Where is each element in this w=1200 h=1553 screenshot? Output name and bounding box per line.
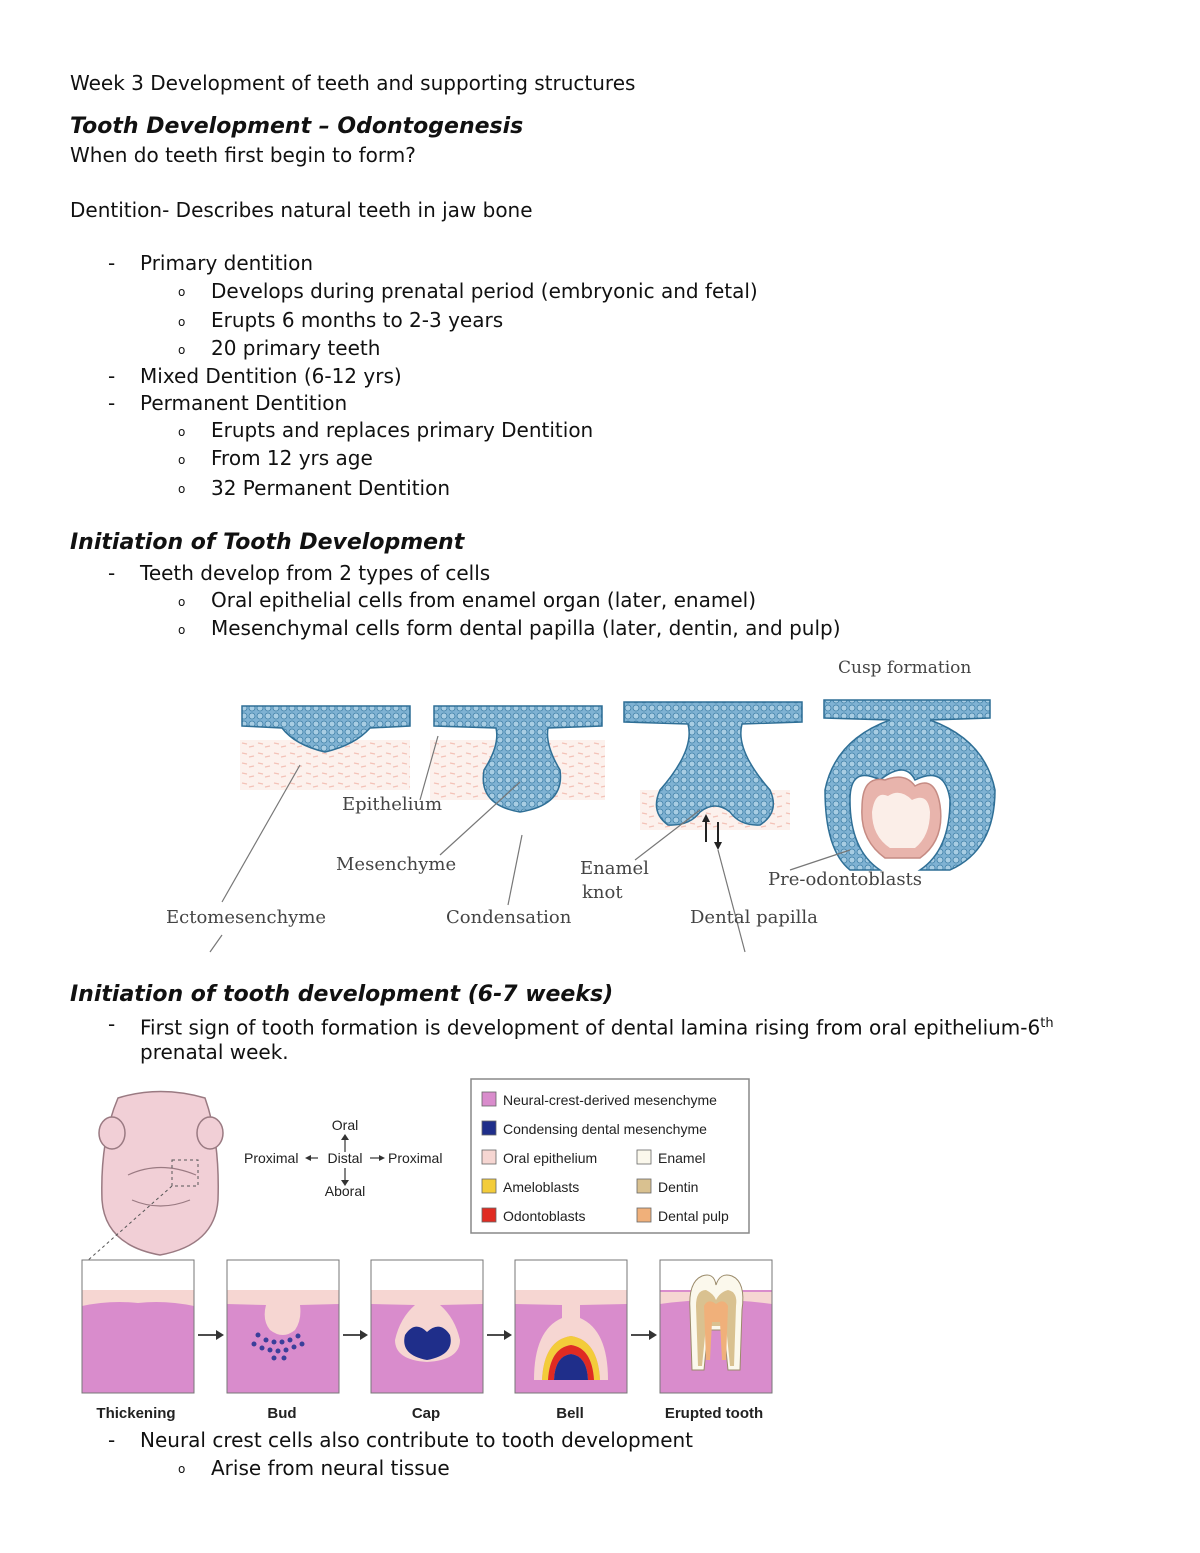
leader-line [508, 835, 522, 905]
leader-line [718, 850, 745, 952]
sub-item: Erupts 6 months to 2-3 years [211, 308, 504, 332]
dash-bullet: - [108, 1428, 116, 1452]
section-heading-initiation: Initiation of Tooth Development [70, 530, 465, 555]
dash-bullet: - [108, 391, 116, 415]
list-item-permanent: Permanent Dentition [140, 391, 348, 415]
legend-label: Odontoblasts [503, 1208, 586, 1224]
circle-bullet: o [178, 315, 186, 329]
legend-swatch [482, 1121, 496, 1135]
dash-bullet: - [108, 561, 116, 585]
legend-swatch [482, 1150, 496, 1164]
legend-label: Dentin [658, 1179, 699, 1195]
stage-panel-cap [371, 1260, 483, 1393]
list-item-dental-lamina-continued: prenatal week. [140, 1040, 289, 1064]
legend-swatch [482, 1092, 496, 1106]
axis-proximal-left: Proximal [244, 1150, 299, 1166]
axis-distal: Distal [327, 1150, 363, 1166]
section-heading-odontogenesis: Tooth Development – Odontogenesis [70, 114, 524, 139]
tooth-development-illustration [160, 655, 1020, 955]
label-mesenchyme: Mesenchyme [336, 854, 457, 875]
stage-panel-bud [227, 1260, 339, 1393]
legend-swatch [482, 1208, 496, 1222]
legend-label: Neural-crest-derived mesenchyme [503, 1092, 717, 1108]
sub-item: Develops during prenatal period (embryonic and fetal) [211, 279, 758, 303]
sub-item: Arise from neural tissue [211, 1456, 450, 1480]
axis-aboral: Aboral [324, 1183, 366, 1199]
circle-bullet: o [178, 1462, 186, 1476]
label-enamel: Enamel [580, 858, 649, 879]
list-item-primary: Primary dentition [140, 251, 314, 275]
axis-proximal-right: Proximal [388, 1150, 443, 1166]
dash-bullet: - [108, 1012, 116, 1036]
circle-bullet: o [178, 623, 186, 637]
list-item-neural-crest: Neural crest cells also contribute to tooth development [140, 1428, 694, 1452]
circle-bullet: o [178, 595, 186, 609]
stage-label-bud: Bud [267, 1405, 297, 1422]
label-ectomesenchyme: Ectomesenchyme [166, 907, 327, 928]
list-item-cells: Teeth develop from 2 types of cells [140, 561, 491, 585]
circle-bullet: o [178, 425, 186, 439]
stage-panel-bell [515, 1260, 627, 1393]
page-title: Week 3 Development of teeth and supporting structures [70, 71, 636, 95]
leader-line [210, 935, 222, 952]
tooth-stages-diagram [80, 1075, 780, 1430]
sub-item: From 12 yrs age [211, 446, 373, 470]
label-condensation: Condensation [446, 907, 572, 928]
legend-swatch [637, 1150, 651, 1164]
embryo-head-drawing [86, 1092, 223, 1263]
dentition-definition: Dentition- Describes natural teeth in jaw bone [70, 198, 533, 222]
sub-item: 32 Permanent Dentition [211, 476, 451, 500]
list-item-mixed: Mixed Dentition (6-12 yrs) [140, 364, 402, 388]
legend-label: Condensing dental mesenchyme [503, 1121, 707, 1137]
circle-bullet: o [178, 482, 186, 496]
stage-label-bell: Bell [556, 1405, 584, 1422]
stage-panel-thickening [82, 1260, 194, 1393]
list-item-dental-lamina: First sign of tooth formation is development of dental lamina rising from oral epithelium-6th [140, 1015, 1054, 1040]
label-cusp-formation: Cusp formation [838, 658, 972, 678]
label-epithelium: Epithelium [342, 794, 443, 815]
circle-bullet: o [178, 453, 186, 467]
legend-swatch [637, 1208, 651, 1222]
legend-label: Ameloblasts [503, 1179, 580, 1195]
legend-label: Dental pulp [658, 1208, 729, 1224]
legend-swatch [482, 1179, 496, 1193]
label-knot: knot [582, 882, 623, 903]
question-text: When do teeth first begin to form? [70, 143, 416, 167]
legend-label: Enamel [658, 1150, 706, 1166]
stage-label-cap: Cap [411, 1405, 441, 1422]
dash-bullet: - [108, 251, 116, 275]
label-pre-odontoblasts: Pre-odontoblasts [768, 869, 923, 890]
sub-item: Oral epithelial cells from enamel organ (later, enamel) [211, 588, 756, 612]
dash-bullet: - [108, 364, 116, 388]
circle-bullet: o [178, 285, 186, 299]
stage-label-erupted-tooth: Erupted tooth [664, 1405, 764, 1422]
axis-oral: Oral [331, 1117, 359, 1133]
stage-label-thickening: Thickening [96, 1405, 176, 1422]
label-dental-papilla: Dental papilla [690, 907, 818, 928]
sub-item: 20 primary teeth [211, 336, 381, 360]
section-heading-initiation-weeks: Initiation of tooth development (6-7 weeks) [70, 982, 614, 1007]
circle-bullet: o [178, 343, 186, 357]
sub-item: Mesenchymal cells form dental papilla (later, dentin, and pulp) [211, 616, 841, 640]
legend-swatch [637, 1179, 651, 1193]
sub-item: Erupts and replaces primary Dentition [211, 418, 594, 442]
stage-panel-erupted-tooth [660, 1260, 772, 1393]
legend-label: Oral epithelium [503, 1150, 598, 1166]
